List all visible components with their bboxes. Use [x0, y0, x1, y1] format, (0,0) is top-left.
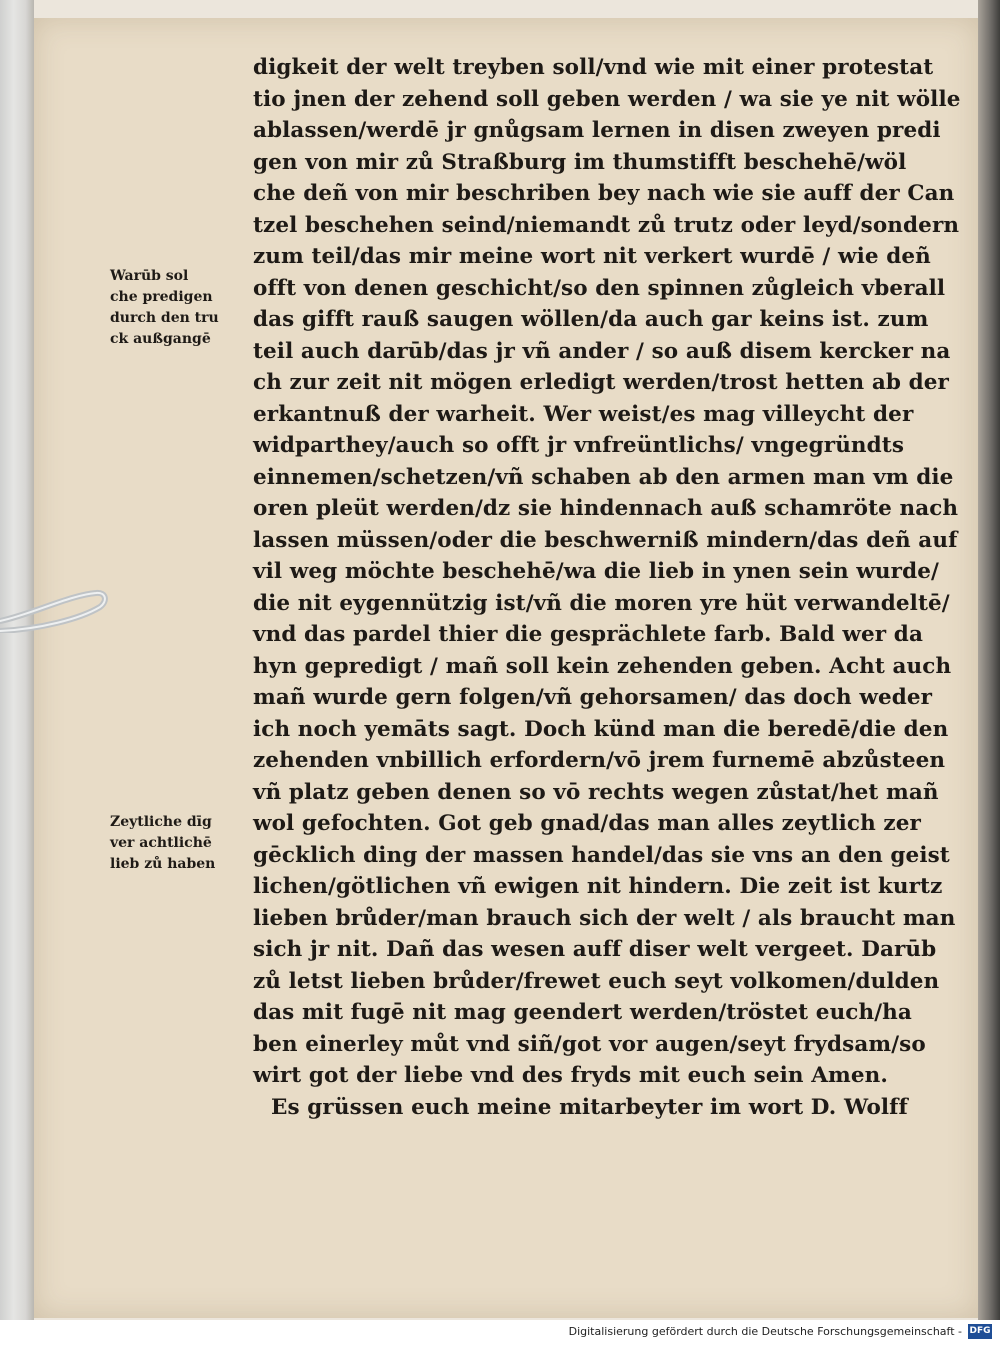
- footer-bar: [0, 1320, 1000, 1345]
- text-line: ch zur zeit nit mögen erledigt werden/trost hetten ab der: [253, 370, 949, 395]
- text-line: vñ platz geben denen so vō rechts wegen zůstat/het mañ: [253, 779, 939, 805]
- text-line: tzel beschehen seind/niemandt zů trutz oder leyd/sondern: [253, 212, 960, 238]
- funding-notice: Digitalisierung gefördert durch die Deutsche Forschungsgemeinschaft -: [568, 1325, 962, 1338]
- binding-spine: [0, 0, 34, 1320]
- page-edge-shadow: [978, 0, 1000, 1320]
- text-line: gēcklich ding der massen handel/das sie vns an den geist: [253, 842, 950, 868]
- dfg-logo: DFG: [968, 1324, 992, 1339]
- text-line: lassen müssen/oder die beschwerniß mindern/das deñ auf: [253, 527, 958, 553]
- text-line: hyn gepredigt / mañ soll kein zehenden geben. Acht auch: [253, 653, 952, 679]
- margin-note-line: durch den tru: [110, 310, 219, 326]
- text-line: lichen/götlichen vñ ewigen nit hindern. Die zeit ist kurtz: [253, 874, 943, 899]
- margin-note-line: che predigen: [110, 289, 213, 305]
- text-line: einnemen/schetzen/vñ schaben ab den armen man vm die: [253, 464, 954, 490]
- text-line: teil auch darūb/das jr vñ ander / so auß disem kercker na: [253, 338, 951, 364]
- text-line: offt von denen geschicht/so den spinnen zůgleich vberall: [253, 275, 946, 301]
- text-line: vnd das pardel thier die gesprächlete farb. Bald wer da: [253, 622, 923, 647]
- text-line: oren pleüt werden/dz sie hindennach auß schamröte nach: [253, 496, 959, 521]
- text-line: wirt got der liebe vnd des fryds mit euch sein Amen.: [253, 1063, 888, 1088]
- margin-note-temporal: [110, 812, 250, 875]
- paper-clip: [0, 585, 110, 633]
- text-line: zum teil/das mir meine wort nit verkert wurdē / wie deñ: [253, 244, 931, 269]
- text-line: die nit eygennützig ist/vñ die moren yre hüt verwandeltē/: [253, 590, 950, 616]
- text-line: zů letst lieben brůder/frewet euch seyt volkomen/dulden: [253, 968, 940, 994]
- text-line: ben einerley můt vnd siñ/got vor augen/seyt frydsam/so: [253, 1031, 926, 1057]
- text-line: mañ wurde gern folgen/vñ gehorsamen/ das doch weder: [253, 685, 933, 710]
- text-line: das gifft rauß saugen wöllen/da auch gar keins ist. zum: [253, 307, 929, 332]
- margin-note-line: lieb zů haben: [110, 856, 216, 872]
- text-line: sich jr nit. Dañ das wesen auff diser welt vergeet. Darūb: [253, 937, 937, 962]
- margin-note-line: ck außgangē: [110, 331, 211, 347]
- margin-note-print: [110, 266, 250, 350]
- text-line: ich noch yemāts sagt. Doch künd man die beredē/die den: [253, 716, 949, 742]
- text-line: widparthey/auch so offt jr vnfreüntlichs/ vngegründts: [253, 433, 905, 458]
- closing-line: Es grüssen euch meine mitarbeyter im wort D. Wolff: [271, 1094, 908, 1120]
- text-line: das mit fugē nit mag geendert werden/tröstet euch/ha: [253, 1000, 912, 1025]
- text-line: zehenden vnbillich erfordern/vō jrem furnemē abzůsteen: [253, 748, 946, 773]
- main-text-block: [253, 52, 961, 1123]
- text-line: digkeit der welt treyben soll/vnd wie mit einer protestat: [253, 55, 934, 80]
- text-line: vil weg möchte beschehē/wa die lieb in ynen sein wurde/: [253, 559, 939, 584]
- text-line: lieben brůder/man brauch sich der welt / als braucht man: [253, 905, 956, 931]
- margin-note-line: Warūb sol: [110, 268, 189, 284]
- text-line: erkantnuß der warheit. Wer weist/es mag villeycht der: [253, 401, 914, 427]
- margin-note-line: Zeytliche dīg: [110, 814, 212, 830]
- text-line: tio jnen der zehend soll geben werden / wa sie ye nit wölle: [253, 86, 961, 112]
- text-line: ablassen/werdē jr gnůgsam lernen in disen zweyen predi: [253, 118, 941, 143]
- margin-note-line: ver achtlichē: [110, 835, 212, 851]
- text-line: gen von mir zů Straßburg im thumstifft beschehē/wöl: [253, 149, 907, 175]
- text-line: che deñ von mir beschriben bey nach wie sie auff der Can: [253, 181, 955, 206]
- text-line: wol gefochten. Got geb gnad/das man alles zeytlich zer: [253, 811, 921, 836]
